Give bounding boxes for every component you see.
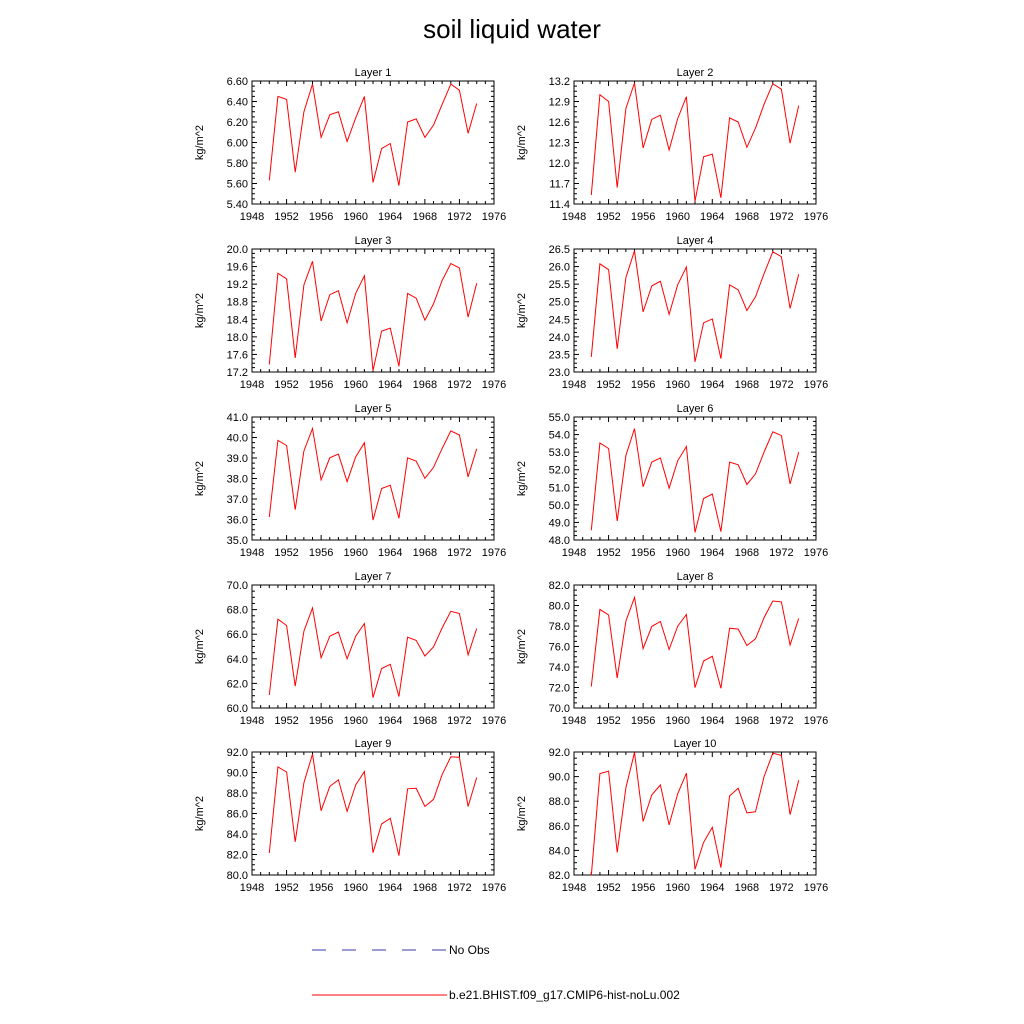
x-tick-label: 1964: [700, 379, 725, 391]
x-tick-label: 1972: [447, 547, 472, 559]
panel-layer-2: [516, 67, 828, 223]
y-tick-label: 11.4: [549, 199, 570, 211]
x-tick-label: 1956: [308, 547, 334, 559]
y-tick-label: 70.0: [226, 580, 248, 592]
y-tick-label: 39.0: [226, 453, 248, 465]
panel-layer-3: [194, 235, 506, 391]
x-tick-label: 1972: [769, 547, 794, 559]
x-tick-label: 1952: [596, 379, 621, 391]
y-axis-label: kg/m^2: [516, 795, 528, 832]
x-tick-label: 1960: [665, 211, 690, 223]
x-tick-label: 1968: [734, 882, 760, 894]
y-tick-label: 23.0: [548, 367, 570, 379]
x-tick-label: 1972: [769, 379, 794, 391]
y-tick-label: 6.60: [226, 76, 248, 88]
y-tick-label: 74.0: [548, 662, 570, 674]
y-tick-label: 36.0: [226, 514, 248, 527]
y-axis-label: kg/m^2: [194, 124, 206, 161]
y-tick-label: 49.0: [548, 517, 570, 530]
y-tick-label: 25.5: [548, 279, 570, 292]
y-tick-label: 82.0: [548, 580, 570, 592]
x-tick-label: 1964: [378, 882, 403, 894]
x-tick-label: 1976: [803, 882, 829, 894]
panel-layer-4: [516, 235, 828, 391]
x-tick-label: 1968: [734, 211, 760, 223]
x-tick-label: 1976: [481, 379, 507, 391]
y-tick-label: 18.0: [226, 331, 248, 344]
y-tick-label: 84.0: [226, 829, 248, 841]
panel-title: Layer 6: [676, 403, 714, 415]
series-line: [591, 752, 798, 875]
x-tick-label: 1972: [447, 211, 472, 223]
y-tick-label: 90.0: [548, 771, 570, 784]
y-tick-label: 90.0: [226, 767, 248, 780]
x-tick-label: 1972: [769, 211, 794, 223]
y-tick-label: 53.0: [548, 447, 570, 460]
y-tick-label: 82.0: [548, 870, 570, 882]
x-tick-label: 1972: [769, 715, 794, 727]
x-tick-label: 1948: [561, 211, 587, 223]
y-tick-label: 68.0: [226, 604, 248, 617]
y-tick-label: 82.0: [226, 849, 248, 862]
x-tick-label: 1968: [734, 379, 760, 391]
panel-title: Layer 4: [676, 235, 714, 247]
y-tick-label: 55.0: [548, 412, 570, 424]
y-tick-label: 40.0: [226, 432, 248, 445]
series-line: [269, 429, 476, 521]
panel-title: Layer 1: [354, 67, 392, 79]
x-tick-label: 1968: [412, 547, 438, 559]
x-tick-label: 1948: [561, 547, 587, 559]
x-tick-label: 1964: [378, 715, 403, 727]
y-tick-label: 25.0: [548, 296, 570, 309]
series-line: [269, 608, 476, 698]
x-tick-label: 1976: [803, 547, 829, 559]
x-tick-label: 1952: [274, 379, 299, 391]
series-line: [591, 597, 798, 688]
panel-title: Layer 9: [354, 738, 392, 750]
y-axis-label: kg/m^2: [194, 628, 206, 665]
figure-title: soil liquid water: [423, 14, 601, 44]
y-tick-label: 17.2: [226, 367, 248, 379]
x-tick-label: 1960: [343, 547, 368, 559]
y-tick-label: 51.0: [548, 482, 570, 495]
panel-layer-9: [194, 738, 506, 894]
x-tick-label: 1952: [596, 211, 621, 223]
x-tick-label: 1964: [378, 379, 403, 391]
y-tick-label: 12.3: [548, 137, 570, 150]
y-axis-label: kg/m^2: [194, 292, 206, 329]
x-tick-label: 1976: [803, 211, 829, 223]
x-tick-label: 1952: [596, 882, 621, 894]
y-tick-label: 86.0: [226, 808, 248, 821]
y-tick-label: 88.0: [226, 788, 248, 800]
x-tick-label: 1964: [700, 715, 725, 727]
y-tick-label: 54.0: [548, 429, 570, 442]
y-tick-label: 88.0: [548, 796, 570, 809]
y-axis-label: kg/m^2: [516, 460, 528, 497]
x-tick-label: 1952: [274, 882, 299, 894]
x-tick-label: 1956: [308, 379, 334, 391]
x-tick-label: 1952: [596, 715, 621, 727]
y-tick-label: 23.5: [548, 349, 570, 362]
x-tick-label: 1960: [343, 211, 368, 223]
x-tick-label: 1960: [665, 715, 690, 727]
y-axis-label: kg/m^2: [194, 795, 206, 832]
x-tick-label: 1952: [596, 547, 621, 559]
y-tick-label: 11.7: [549, 178, 570, 191]
y-tick-label: 5.80: [226, 158, 248, 170]
y-tick-label: 5.40: [226, 199, 248, 211]
x-tick-label: 1968: [412, 379, 438, 391]
legend: [312, 943, 680, 1002]
x-tick-label: 1976: [481, 715, 507, 727]
plot-frame: [252, 752, 494, 875]
x-tick-label: 1948: [561, 379, 587, 391]
y-tick-label: 41.0: [226, 412, 248, 424]
series-line: [591, 251, 798, 362]
x-tick-label: 1960: [665, 882, 690, 894]
x-tick-label: 1948: [561, 715, 587, 727]
series-line: [591, 83, 798, 201]
y-tick-label: 86.0: [548, 820, 570, 833]
panel-layer-5: [194, 403, 506, 559]
y-axis-label: kg/m^2: [194, 460, 206, 497]
x-tick-label: 1956: [630, 211, 656, 223]
plot-frame: [574, 81, 816, 204]
x-tick-label: 1964: [700, 882, 725, 894]
x-tick-label: 1976: [803, 379, 829, 391]
panel-title: Layer 3: [354, 235, 392, 247]
y-axis-label: kg/m^2: [516, 292, 528, 329]
y-tick-label: 6.00: [226, 137, 248, 150]
panel-layer-1: [194, 67, 506, 223]
x-tick-label: 1968: [412, 882, 438, 894]
y-tick-label: 72.0: [548, 682, 570, 695]
x-tick-label: 1956: [630, 882, 656, 894]
x-tick-label: 1948: [239, 379, 265, 391]
series-line: [269, 261, 476, 370]
y-tick-label: 12.6: [548, 117, 570, 129]
x-tick-label: 1976: [481, 547, 507, 559]
x-tick-label: 1948: [239, 882, 265, 894]
y-tick-label: 6.40: [226, 96, 248, 109]
y-tick-label: 12.0: [548, 158, 570, 170]
x-tick-label: 1968: [734, 715, 760, 727]
x-tick-label: 1948: [239, 715, 265, 727]
x-tick-label: 1956: [308, 715, 334, 727]
legend-obs-label: No Obs: [449, 943, 490, 957]
y-tick-label: 12.9: [548, 96, 570, 109]
y-tick-label: 48.0: [548, 535, 570, 547]
plot-frame: [252, 417, 494, 540]
y-tick-label: 26.0: [548, 261, 570, 274]
plot-frame: [574, 417, 816, 540]
series-line: [269, 754, 476, 856]
y-tick-label: 37.0: [226, 494, 248, 506]
y-tick-label: 60.0: [226, 703, 248, 715]
y-tick-label: 66.0: [226, 629, 248, 642]
y-axis-label: kg/m^2: [516, 124, 528, 161]
y-tick-label: 76.0: [548, 641, 570, 654]
x-tick-label: 1968: [412, 211, 438, 223]
x-tick-label: 1952: [274, 211, 299, 223]
y-tick-label: 6.20: [226, 117, 248, 129]
x-tick-label: 1960: [343, 882, 368, 894]
x-tick-label: 1948: [239, 211, 265, 223]
panel-layer-7: [194, 571, 506, 727]
x-tick-label: 1968: [412, 715, 438, 727]
x-tick-label: 1956: [308, 211, 334, 223]
y-tick-label: 80.0: [548, 600, 570, 613]
x-tick-label: 1964: [378, 211, 403, 223]
x-tick-label: 1964: [700, 547, 725, 559]
panel-layer-10: [516, 738, 828, 894]
series-line: [591, 429, 798, 533]
x-tick-label: 1960: [343, 715, 368, 727]
y-tick-label: 18.8: [226, 296, 248, 309]
plot-frame: [252, 81, 494, 204]
x-tick-label: 1952: [274, 715, 299, 727]
panel-layer-8: [516, 571, 828, 727]
y-tick-label: 13.2: [548, 76, 570, 88]
y-tick-label: 92.0: [548, 747, 570, 759]
panel-title: Layer 5: [354, 403, 392, 415]
x-tick-label: 1948: [561, 882, 587, 894]
y-tick-label: 50.0: [548, 499, 570, 512]
y-tick-label: 17.6: [226, 349, 248, 362]
panel-title: Layer 8: [676, 571, 714, 583]
panel-title: Layer 10: [673, 738, 717, 750]
y-tick-label: 26.5: [548, 244, 570, 256]
x-tick-label: 1960: [665, 379, 690, 391]
y-tick-label: 18.4: [226, 314, 248, 327]
y-tick-label: 20.0: [226, 244, 248, 256]
y-tick-label: 38.0: [226, 473, 248, 486]
x-tick-label: 1972: [447, 379, 472, 391]
x-tick-label: 1976: [481, 211, 507, 223]
y-tick-label: 24.5: [548, 314, 570, 327]
y-axis-label: kg/m^2: [516, 628, 528, 665]
x-tick-label: 1972: [447, 882, 472, 894]
panel-title: Layer 2: [676, 67, 714, 79]
x-tick-label: 1956: [630, 379, 656, 391]
x-tick-label: 1956: [630, 547, 656, 559]
y-tick-label: 64.0: [226, 653, 248, 666]
x-tick-label: 1948: [239, 547, 265, 559]
y-tick-label: 19.2: [226, 279, 248, 292]
y-tick-label: 62.0: [226, 678, 248, 691]
legend-model-label: b.e21.BHIST.f09_g17.CMIP6-hist-noLu.002: [449, 988, 680, 1002]
y-tick-label: 84.0: [548, 845, 570, 858]
x-tick-label: 1952: [274, 547, 299, 559]
y-tick-label: 92.0: [226, 747, 248, 759]
plot-frame: [252, 585, 494, 708]
x-tick-label: 1976: [481, 882, 507, 894]
y-tick-label: 70.0: [548, 703, 570, 715]
plot-frame: [574, 752, 816, 875]
x-tick-label: 1956: [308, 882, 334, 894]
plot-frame: [574, 585, 816, 708]
y-tick-label: 52.0: [548, 464, 570, 477]
y-tick-label: 78.0: [548, 621, 570, 633]
x-tick-label: 1956: [630, 715, 656, 727]
x-tick-label: 1964: [700, 211, 725, 223]
x-tick-label: 1960: [343, 379, 368, 391]
x-tick-label: 1964: [378, 547, 403, 559]
y-tick-label: 19.6: [226, 261, 248, 274]
series-line: [269, 84, 476, 186]
y-tick-label: 35.0: [226, 535, 248, 547]
panel-layer-6: [516, 403, 828, 559]
x-tick-label: 1976: [803, 715, 829, 727]
x-tick-label: 1972: [769, 882, 794, 894]
plot-frame: [574, 249, 816, 372]
y-tick-label: 24.0: [548, 331, 570, 344]
y-tick-label: 80.0: [226, 870, 248, 882]
panel-title: Layer 7: [354, 571, 392, 583]
y-tick-label: 5.60: [226, 178, 248, 191]
x-tick-label: 1960: [665, 547, 690, 559]
x-tick-label: 1968: [734, 547, 760, 559]
x-tick-label: 1972: [447, 715, 472, 727]
